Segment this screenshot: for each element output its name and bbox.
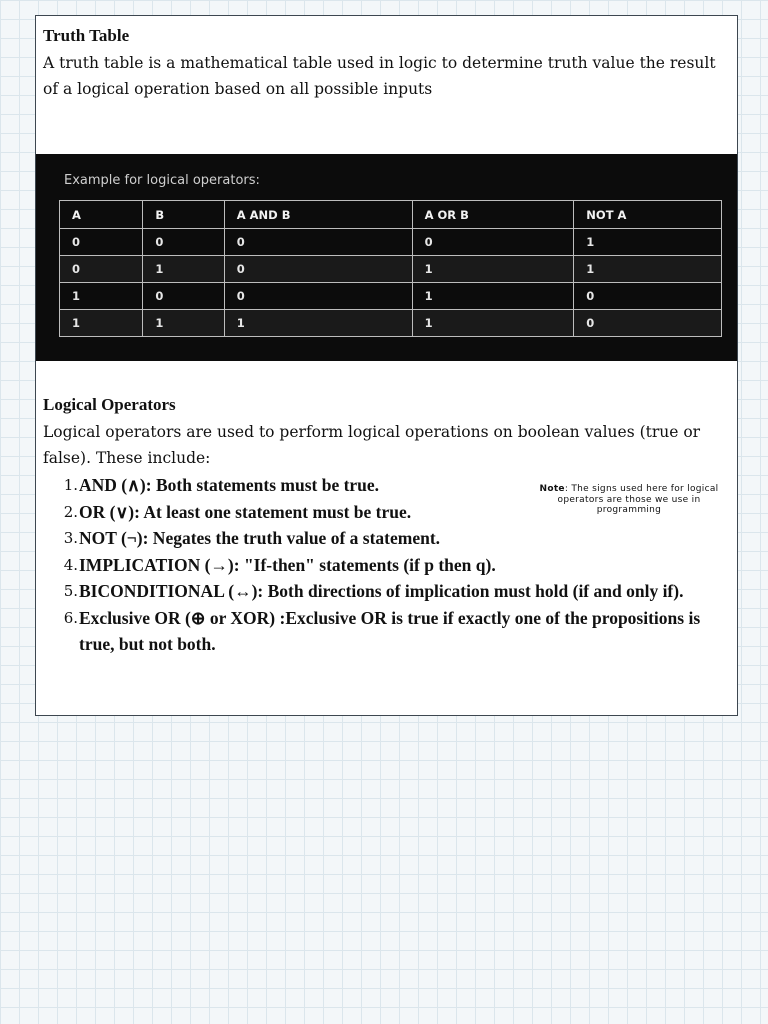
list-item-text: BICONDITIONAL (↔): Both directions of implication must hold (if and only if). bbox=[79, 581, 684, 601]
truth-table-description: A truth table is a mathematical table used in logic to determine truth value the result of a logical operation based on all possible inputs bbox=[43, 54, 716, 98]
table-row bbox=[60, 256, 722, 283]
table-caption: Example for logical operators: bbox=[64, 173, 260, 188]
table-cell: 0 bbox=[224, 229, 412, 256]
note-text: : The signs used here for logical operators are those we use in programming bbox=[557, 484, 719, 515]
list-item bbox=[46, 499, 734, 526]
table-row bbox=[60, 310, 722, 337]
table-cell: 0 bbox=[60, 256, 143, 283]
truth-table bbox=[59, 200, 722, 337]
list-number: 6. bbox=[63, 608, 78, 627]
table-cell: 1 bbox=[412, 283, 574, 310]
column-header-a: A bbox=[60, 201, 143, 229]
table-cell: 0 bbox=[143, 229, 224, 256]
list-item bbox=[46, 578, 734, 605]
column-header-b: B bbox=[143, 201, 224, 229]
logical-operators-title: Logical Operators bbox=[43, 395, 176, 414]
list-number: 1. bbox=[63, 476, 78, 494]
logical-operators-description: Logical operators are used to perform logical operations on boolean values (true or false). These include: bbox=[43, 423, 701, 467]
note-label: Note bbox=[539, 484, 565, 494]
list-number: 2. bbox=[63, 502, 78, 521]
column-header-a-and-b: A AND B bbox=[224, 201, 412, 229]
table-cell: 1 bbox=[143, 310, 224, 337]
table-header-row bbox=[60, 201, 722, 229]
truth-table-image-panel bbox=[36, 154, 737, 361]
truth-table-title: Truth Table bbox=[43, 26, 130, 45]
list-item bbox=[46, 525, 734, 552]
table-row bbox=[60, 283, 722, 310]
operator-list bbox=[46, 472, 734, 658]
table-cell: 0 bbox=[60, 229, 143, 256]
table-cell: 1 bbox=[412, 256, 574, 283]
list-number: 5. bbox=[63, 582, 78, 600]
table-cell: 0 bbox=[412, 229, 574, 256]
table-cell: 0 bbox=[224, 283, 412, 310]
column-header-not-a: NOT A bbox=[574, 201, 722, 229]
list-item bbox=[46, 552, 734, 579]
list-item bbox=[46, 472, 734, 499]
list-item-text: Exclusive OR (⊕ or XOR) :Exclusive OR is true if exactly one of the propositions is true, but not both. bbox=[79, 607, 701, 654]
column-header-a-or-b: A OR B bbox=[412, 201, 574, 229]
list-item-text: OR (∨): At least one statement must be true. bbox=[79, 501, 412, 522]
table-cell: 1 bbox=[224, 310, 412, 337]
table-cell: 0 bbox=[574, 310, 722, 337]
list-number: 3. bbox=[63, 529, 78, 547]
table-cell: 0 bbox=[224, 256, 412, 283]
list-item-text: AND (∧): Both statements must be true. bbox=[79, 475, 380, 495]
list-item bbox=[46, 605, 734, 658]
table-cell: 0 bbox=[143, 283, 224, 310]
table-cell: 1 bbox=[574, 229, 722, 256]
table-cell: 1 bbox=[412, 310, 574, 337]
table-cell: 1 bbox=[60, 310, 143, 337]
table-cell: 1 bbox=[60, 283, 143, 310]
table-cell: 0 bbox=[574, 283, 722, 310]
list-number: 4. bbox=[63, 555, 78, 574]
table-cell: 1 bbox=[574, 256, 722, 283]
content-card bbox=[35, 15, 738, 716]
table-cell: 1 bbox=[143, 256, 224, 283]
table-row bbox=[60, 229, 722, 256]
list-item-text: IMPLICATION (→): "If-then" statements (if p then q). bbox=[79, 554, 496, 575]
list-item-text: NOT (¬): Negates the truth value of a statement. bbox=[79, 528, 441, 548]
